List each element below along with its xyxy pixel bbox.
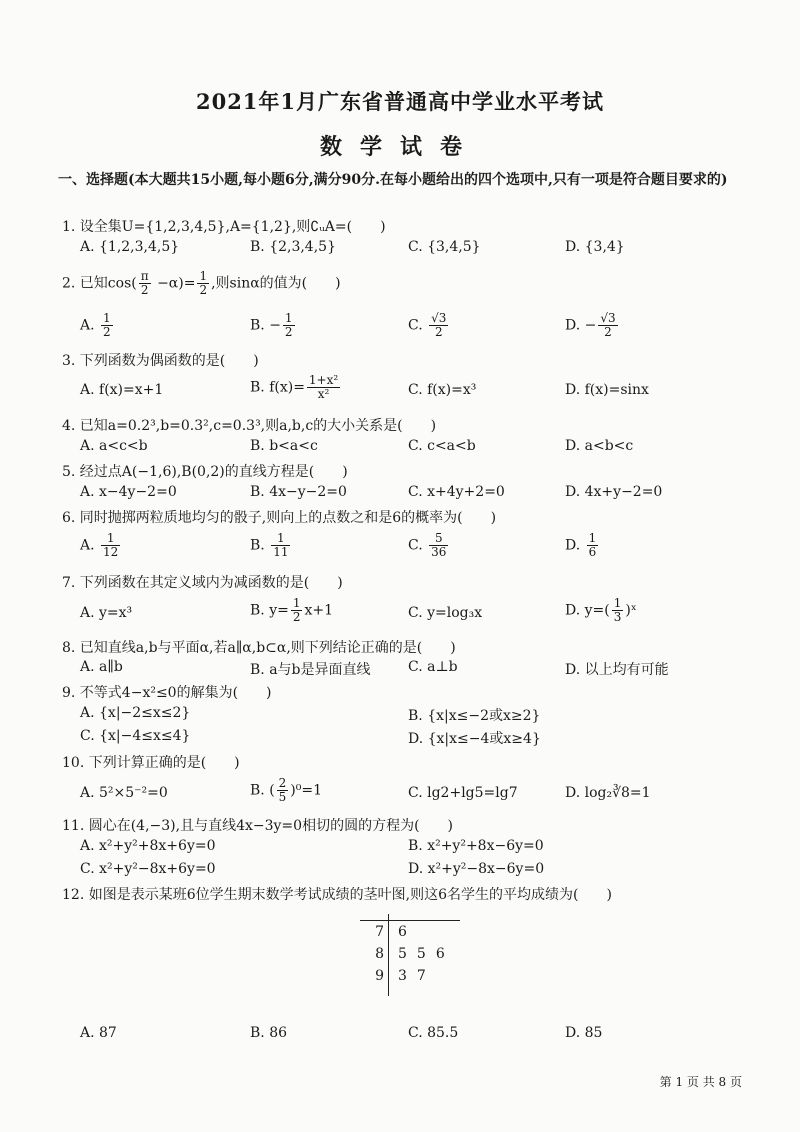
plot-stem: 9	[375, 968, 384, 984]
q8-option-d: D. 以上均有可能	[565, 662, 669, 678]
q5-option-a: A. x−4y−2=0	[80, 484, 177, 500]
q5-option-c: C. x+4y+2=0	[408, 484, 505, 500]
q6-option-d: D. $\frac{1}{6}$	[565, 531, 597, 559]
q8-option-c: C. a⊥b	[408, 659, 458, 675]
q12-option-c: C. 85.5	[408, 1025, 459, 1041]
question-9-stem: 9. 不等式4−x²≤0的解集为( )	[62, 685, 272, 701]
q5-option-d: D. 4x+y−2=0	[565, 484, 663, 500]
question-2-stem: 2. 已知cos( $\frac{\pi}{2}$ −α)= $\frac{1}{2}$ ,则sinα的值为( )	[62, 269, 341, 297]
q12-option-a: A. 87	[80, 1025, 117, 1041]
q4-option-a: A. a<c<b	[80, 438, 148, 454]
q3-option-b: B. f(x)= $\frac{\text{1+x²}}{\text{x²}}$	[250, 373, 339, 401]
q6-option-c: C. $\frac{5}{36}$	[408, 531, 447, 559]
q4-option-b: B. b<a<c	[250, 438, 318, 454]
plot-leaves: 556	[398, 946, 455, 962]
q10-option-b: B. ( $\frac{2}{5}$ )⁰=1	[250, 776, 323, 804]
q9-option-a: A. {x|−2≤x≤2}	[80, 705, 191, 721]
question-5-stem: 5. 经过点A(−1,6),B(0,2)的直线方程是( )	[62, 464, 348, 480]
q9-option-b: B. {x|x≤−2或x≥2}	[408, 708, 541, 724]
q9-option-c: C. {x|−4≤x≤4}	[80, 728, 191, 744]
plot-leaves: 37	[398, 968, 436, 984]
q12-option-d: D. 85	[565, 1025, 603, 1041]
q12-option-b: B. 86	[250, 1025, 288, 1041]
q2-option-c: C. $\frac{√3}{2}$	[408, 311, 447, 339]
question-11-stem: 11. 圆心在(4,−3),且与直线4x−3y=0相切的圆的方程为( )	[62, 818, 453, 834]
question-7-stem: 7. 下列函数在其定义域内为减函数的是( )	[62, 575, 343, 591]
q3-option-c: C. f(x)=x³	[408, 382, 477, 398]
plot-stem: 8	[375, 946, 384, 962]
q7-option-a: A. y=x³	[80, 605, 133, 621]
q8-option-b: B. a与b是异面直线	[250, 662, 371, 678]
q11-option-c: C. x²+y²−8x+6y=0	[80, 861, 216, 877]
q11-option-b: B. x²+y²+8x−6y=0	[408, 838, 544, 854]
q2-option-d: D. − $\frac{√3}{2}$	[565, 311, 616, 339]
q6-option-a: A. $\frac{1}{12}$	[80, 531, 119, 559]
question-1-stem: 1. 设全集U={1,2,3,4,5},A={1,2},则∁ᵤA=( )	[62, 219, 386, 235]
question-4-stem: 4. 已知a=0.2³,b=0.3²,c=0.3³,则a,b,c的大小关系是( )	[62, 418, 437, 434]
q8-option-a: A. a∥b	[80, 659, 123, 675]
q1-option-d: D. {3,4}	[565, 239, 625, 255]
plot-stem: 7	[375, 924, 384, 940]
q7-option-b: B. y= $\frac{1}{2}$ x+1	[250, 596, 334, 624]
q6-option-b: B. $\frac{1}{11}$	[250, 531, 289, 559]
exam-title: 2021年1月广东省普通高中学业水平考试	[195, 89, 605, 114]
q11-option-a: A. x²+y²+8x+6y=0	[80, 838, 216, 854]
q11-option-d: D. x²+y²−8x−6y=0	[408, 861, 545, 877]
plot-divider-line	[388, 914, 389, 996]
q9-option-d: D. {x|x≤−4或x≥4}	[408, 731, 541, 747]
question-8-stem: 8. 已知直线a,b与平面α,若a∥α,b⊂α,则下列结论正确的是( )	[62, 640, 456, 656]
q1-option-b: B. {2,3,4,5}	[250, 239, 336, 255]
question-3-stem: 3. 下列函数为偶函数的是( )	[62, 353, 259, 369]
exam-subtitle: 数学试卷	[319, 134, 480, 160]
stem-leaf-plot	[360, 914, 470, 998]
plot-leaves: 6	[398, 924, 417, 940]
q2-option-b: B. − $\frac{1}{2}$	[250, 311, 293, 339]
page-number: 第 1 页 共 8 页	[659, 1075, 742, 1089]
q4-option-c: C. c<a<b	[408, 438, 476, 454]
q4-option-d: D. a<b<c	[565, 438, 634, 454]
q1-option-c: C. {3,4,5}	[408, 239, 481, 255]
q1-option-a: A. {1,2,3,4,5}	[80, 239, 180, 255]
q2-option-a: A. $\frac{1}{2}$	[80, 311, 111, 339]
question-10-stem: 10. 下列计算正确的是( )	[62, 755, 240, 771]
q10-option-d: D. log₂∛8=1	[565, 785, 651, 801]
plot-header-line	[360, 920, 460, 921]
q10-option-a: A. 5²×5⁻²=0	[80, 785, 168, 801]
question-6-stem: 6. 同时抛掷两粒质地均匀的骰子,则向上的点数之和是6的概率为( )	[62, 510, 497, 526]
q10-option-c: C. lg2+lg5=lg7	[408, 785, 518, 801]
section-instructions: 一、选择题(本大题共15小题,每小题6分,满分90分.在每小题给出的四个选项中,只有一项是符合题目要求的)	[58, 172, 728, 188]
q5-option-b: B. 4x−y−2=0	[250, 484, 347, 500]
q3-option-a: A. f(x)=x+1	[80, 382, 164, 398]
q7-option-c: C. y=log₃x	[408, 605, 483, 621]
question-12-stem: 12. 如图是表示某班6位学生期末数学考试成绩的茎叶图,则这6名学生的平均成绩为( )	[62, 887, 612, 903]
q7-option-d: D. y=( $\frac{1}{3}$ )ˣ	[565, 596, 637, 624]
q3-option-d: D. f(x)=sinx	[565, 382, 649, 398]
